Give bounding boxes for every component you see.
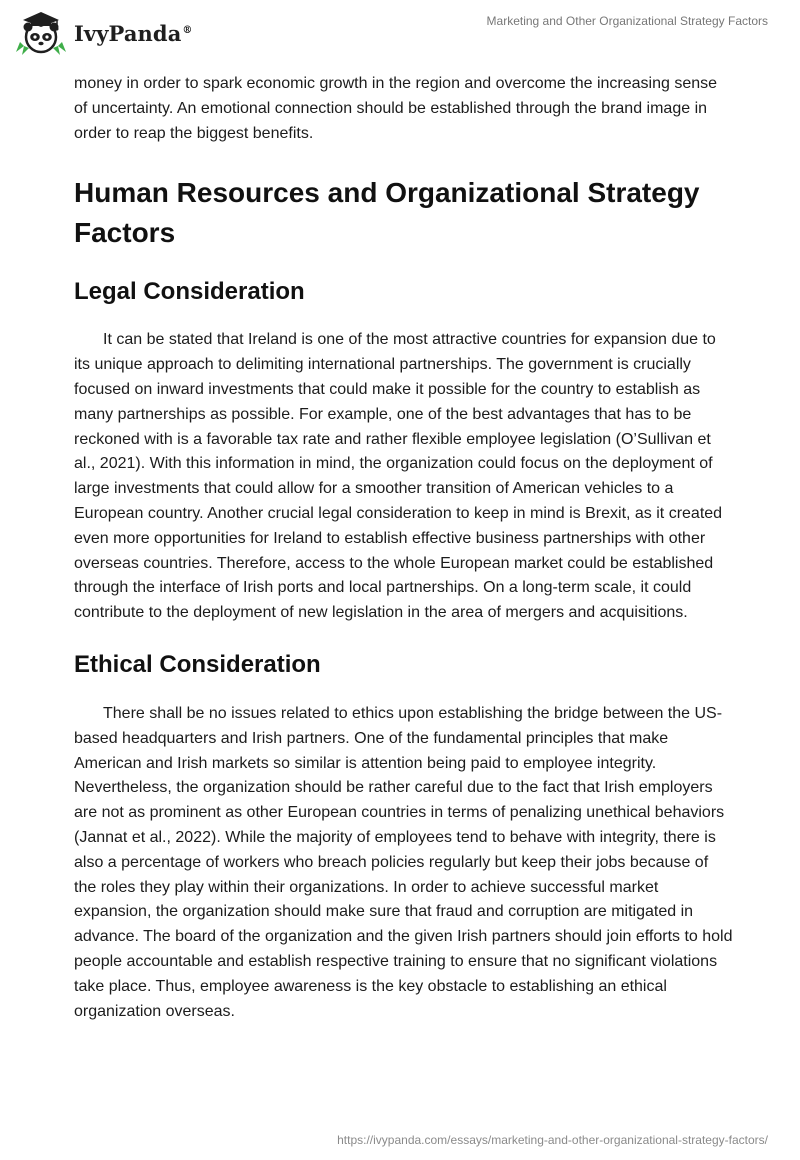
document-title: Marketing and Other Organizational Strategy Factors <box>486 14 768 28</box>
registered-mark: ® <box>182 24 193 36</box>
essay-content <box>74 72 734 1024</box>
legal-consideration-paragraph: It can be stated that Ireland is one of the most attractive countries for expansion due to its unique approach to delimiting international partnerships. The government is crucially focused on inward investments that could make it possible for the country to establish as many partnerships as possible. For example, one of the best advantages that has to be reckoned with is a favorable tax rate and rather flexible employee legislation (O’Sullivan et al., 2021). With this information in mind, the organization could focus on the deployment of large investments that could allow for a smoother transition of American vehicles to a European country. Another crucial legal consideration to keep in mind is Brexit, as it created even more opportunities for Ireland to establish effective business partnerships with other overseas countries. Therefore, access to the whole European market could be established through the interface of Irish ports and local partnerships. On a long-term scale, it could contribute to the deployment of new legislation in the area of mergers and acquisitions. <box>74 331 723 622</box>
ivypanda-logo[interactable] <box>14 8 193 56</box>
ethical-consideration-heading: Ethical Consideration <box>74 650 321 678</box>
legal-consideration-heading: Legal Consideration <box>74 278 305 306</box>
intro-paragraph: money in order to spark economic growth in the region and overcome the increasing sense of uncertainty. An emotional connection should be established through the brand image in order to reap the biggest benefits. <box>74 75 718 142</box>
page-header <box>0 0 800 64</box>
logo-text: IvyPanda® <box>74 20 193 46</box>
panda-graduation-cap-icon <box>14 8 68 56</box>
section-heading: Human Resources and Organizational Strategy Factors <box>74 177 700 249</box>
ethical-consideration-paragraph: There shall be no issues related to ethics upon establishing the bridge between the US-based headquarters and Irish partners. One of the fundamental principles that make American and Irish markets so similar is attention being paid to employee integrity. Nevertheless, the organization should be rather careful due to the fact that Irish employers are not as prominent as other European countries in terms of penalizing unethical behaviors (Jannat et al., 2022). While the majority of employees tend to behave with integrity, there is also a percentage of workers who breach policies regularly but keep their jobs because of the roles they play within their organizations. In order to achieve successful market expansion, the organization should make sure that fraud and corruption are mitigated in advance. The board of the organization and the given Irish partners should join efforts to hold people accountable and establish respective training to ensure that no significant violations take place. Thus, employee awareness is the key obstacle to establishing an ethical organization overseas. <box>74 704 733 1020</box>
source-url[interactable]: https://ivypanda.com/essays/marketing-and-other-organizational-strategy-factors/ <box>337 1133 768 1147</box>
